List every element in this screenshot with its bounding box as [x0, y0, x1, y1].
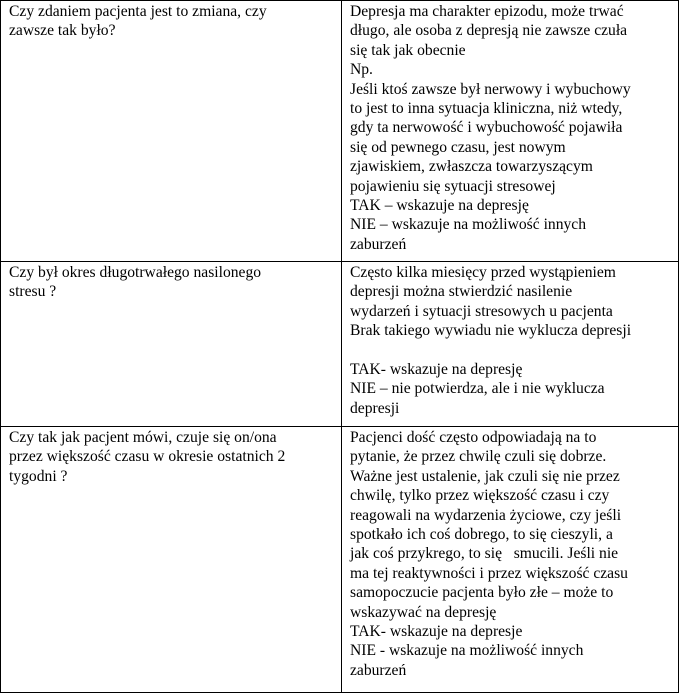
answer-line: pytanie, że przez chwilę czuli się dobrze.: [350, 448, 607, 466]
answer-line: Pacjenci dość często odpowiadają na to: [350, 429, 597, 446]
answer-cell: [342, 427, 679, 693]
answer-line: Brak takiego wywiadu nie wyklucza depresji: [350, 322, 632, 340]
answer-line: się od pewnego czasu, jest nowym: [350, 138, 566, 156]
answer-line: Np.: [350, 61, 373, 79]
answer-line: TAK- wskazuje na depresje: [350, 623, 523, 641]
question-line: Czy tak jak pacjent mówi, czuje się on/ona: [9, 429, 277, 446]
question-cell: [1, 262, 342, 427]
answer-line: depresji: [350, 399, 400, 417]
question-line: zawsze tak było?: [9, 22, 116, 40]
answer-line: długo, ale osoba z depresją nie zawsze czuła: [350, 22, 628, 40]
question-cell: [1, 427, 342, 693]
answer-line: samopoczucie pacjenta było złe – może to: [350, 584, 614, 602]
answer-line: TAK- wskazuje na depresję: [350, 361, 523, 379]
answer-line: pojawieniu się sytuacji stresowej: [350, 177, 556, 195]
answer-line-blank: [350, 341, 672, 360]
answer-line: depresji można stwierdzić nasilenie: [350, 283, 573, 301]
table-row: [1, 1, 679, 262]
answer-line: Często kilka miesięcy przed wystąpieniem: [350, 264, 616, 281]
answer-cell: [342, 262, 679, 427]
answer-line: chwilę, tylko przez większość czasu i czy: [350, 487, 610, 505]
question-line: przez większość czasu w okresie ostatnich 2: [9, 448, 286, 466]
answer-line: wskazywać na depresję: [350, 603, 497, 621]
answer-line: jak coś przykrego, to się smucili. Jeśli nie: [350, 545, 619, 563]
answer-line: zaburzeń: [350, 661, 407, 679]
answer-line: NIE – wskazuje na możliwość innych: [350, 216, 587, 234]
answer-cell: [342, 1, 679, 262]
question-line: Czy był okres długotrwałego nasilonego: [9, 264, 262, 281]
question-line: Czy zdaniem pacjenta jest to zmiana, czy: [9, 3, 267, 20]
answer-line: się tak jak obecnie: [350, 41, 466, 59]
question-line: stresu ?: [9, 283, 57, 301]
table-row: [1, 262, 679, 427]
answer-line: zjawiskiem, zwłaszcza towarzyszącym: [350, 158, 593, 176]
question-line: tygodni ?: [9, 467, 68, 485]
question-cell: [1, 1, 342, 262]
table-row: [1, 427, 679, 693]
answer-line: to jest to inna sytuacja kliniczna, niż wtedy,: [350, 100, 623, 118]
answer-line: ma tej reaktywności i przez większość czasu: [350, 564, 628, 582]
answer-line: reagowali na wydarzenia życiowe, czy jeśli: [350, 506, 622, 524]
answer-line: Depresja ma charakter epizodu, może trwać: [350, 3, 624, 20]
answer-line: Jeśli ktoś zawsze był nerwowy i wybuchowy: [350, 80, 631, 98]
answer-line: TAK – wskazuje na depresję: [350, 197, 529, 215]
answer-line: Ważne jest ustalenie, jak czuli się nie przez: [350, 467, 620, 485]
answer-line: NIE - wskazuje na możliwość innych: [350, 642, 584, 660]
answer-line: gdy ta nerwowość i wybuchowość pojawiła: [350, 119, 623, 137]
answer-line: zaburzeń: [350, 235, 407, 253]
answer-line: wydarzeń i sytuacji stresowych u pacjenta: [350, 302, 613, 320]
answer-line: spotkało ich coś dobrego, to się cieszyli, a: [350, 526, 613, 544]
answer-line: NIE – nie potwierdza, ale i nie wyklucza: [350, 380, 605, 398]
